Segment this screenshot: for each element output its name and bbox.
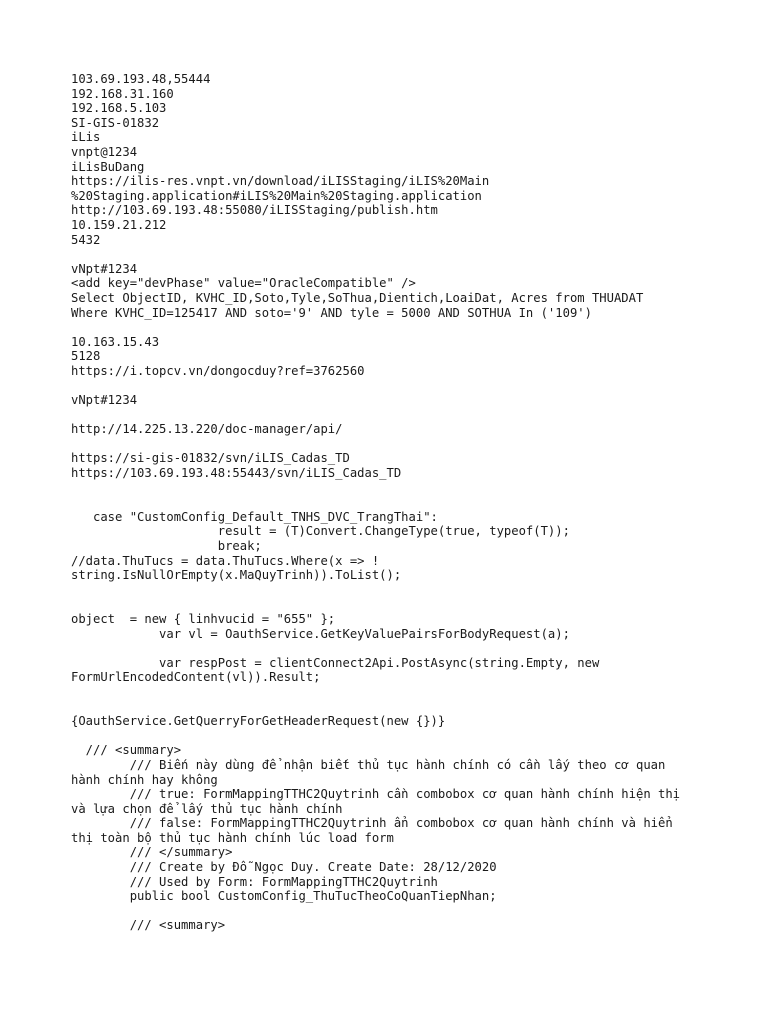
code-line: break;	[71, 539, 262, 553]
code-line: hành chính hay không	[71, 772, 218, 787]
blank-line	[71, 700, 731, 715]
text-line: Select ObjectID, KVHC_ID,Soto,Tyle,SoThua,Dientich,LoaiDat, Acres from THUADAT	[71, 290, 644, 305]
text-line: https://103.69.193.48:55443/svn/iLIS_Cadas_TD	[71, 466, 402, 481]
code-line: result = (T)Convert.ChangeType(true, typeof(T));	[71, 524, 570, 539]
text-line: SI-GIS-01832	[71, 115, 160, 130]
text-line: vNpt#1234	[71, 393, 138, 408]
text-line: 103.69.193.48,55444	[71, 72, 211, 86]
code-line: /// false: FormMappingTTHC2Quytrinh ẩn combobox cơ quan hành chính và hiển	[71, 816, 673, 831]
text-line: iLisBuDang	[71, 159, 145, 174]
text-line: 192.168.31.160	[71, 86, 174, 101]
text-line: 10.159.21.212	[71, 217, 167, 232]
text-line: http://14.225.13.220/doc-manager/api/	[71, 422, 343, 437]
code-line: var vl = OauthService.GetKeyValuePairsForBodyRequest(a);	[71, 626, 570, 641]
blank-line	[71, 641, 731, 656]
blank-line	[71, 597, 731, 612]
code-line: và lựa chọn để lấy thủ tục hành chính	[71, 801, 343, 816]
blank-line	[71, 481, 731, 496]
code-line: /// <summary>	[71, 918, 226, 933]
text-line: https://si-gis-01832/svn/iLIS_Cadas_TD	[71, 451, 350, 466]
code-line: /// Used by Form: FormMappingTTHC2Quytrinh	[71, 874, 438, 889]
code-line: /// </summary>	[71, 845, 233, 860]
text-line: Where KVHC_ID=125417 AND soto='9' AND tyle = 5000 AND SOTHUA In ('109')	[71, 305, 592, 320]
text-line: iLis	[71, 130, 101, 145]
code-line: //data.ThuTucs = data.ThuTucs.Where(x => !	[71, 553, 380, 568]
code-line: /// Biến này dùng để nhận biết thủ tục hành chính có cần lấy theo cơ quan	[71, 757, 666, 772]
code-line: thị toàn bộ thủ tục hành chính lúc load form	[71, 830, 394, 845]
blank-line	[71, 320, 731, 335]
document-page	[71, 72, 731, 933]
code-line: string.IsNullOrEmpty(x.MaQuyTrinh)).ToList();	[71, 568, 402, 583]
code-line: /// true: FormMappingTTHC2Quytrinh cần combobox cơ quan hành chính hiện thị	[71, 787, 681, 802]
blank-line	[71, 685, 731, 700]
code-line: object = new { linhvucid = "655" };	[71, 611, 336, 626]
blank-line	[71, 378, 731, 393]
text-line: vNpt#1234	[71, 261, 138, 276]
text-line: vnpt@1234	[71, 144, 138, 159]
blank-line	[71, 904, 731, 919]
code-line: {OauthService.GetQuerryForGetHeaderRequest(new {})}	[71, 714, 446, 729]
text-line: http://103.69.193.48:55080/iLISStaging/publish.htm	[71, 203, 438, 218]
text-line: 5432	[71, 232, 101, 247]
blank-line	[71, 437, 731, 452]
blank-line	[71, 495, 731, 510]
code-line: case "CustomConfig_Default_TNHS_DVC_TrangThai":	[71, 509, 438, 524]
blank-line	[71, 408, 731, 423]
text-line: 192.168.5.103	[71, 101, 167, 116]
code-line: var respPost = clientConnect2Api.PostAsync(string.Empty, new	[71, 655, 600, 670]
text-line: 5128	[71, 349, 101, 364]
text-line: 10.163.15.43	[71, 334, 160, 349]
blank-line	[71, 583, 731, 598]
code-line: /// Create by Đỗ Ngọc Duy. Create Date: 28/12/2020	[71, 860, 497, 875]
code-line: /// <summary>	[71, 743, 182, 758]
text-line: <add key="devPhase" value="OracleCompatible" />	[71, 276, 416, 291]
blank-line	[71, 247, 731, 262]
blank-line	[71, 729, 731, 744]
code-line: FormUrlEncodedContent(vl)).Result;	[71, 670, 321, 685]
code-line: public bool CustomConfig_ThuTucTheoCoQuanTiepNhan;	[71, 889, 497, 904]
text-line: https://ilis-res.vnpt.vn/download/iLISStaging/iLIS%20Main	[71, 174, 490, 189]
text-line: https://i.topcv.vn/dongocduy?ref=3762560	[71, 363, 365, 378]
text-line: %20Staging.application#iLIS%20Main%20Staging.application	[71, 188, 482, 203]
